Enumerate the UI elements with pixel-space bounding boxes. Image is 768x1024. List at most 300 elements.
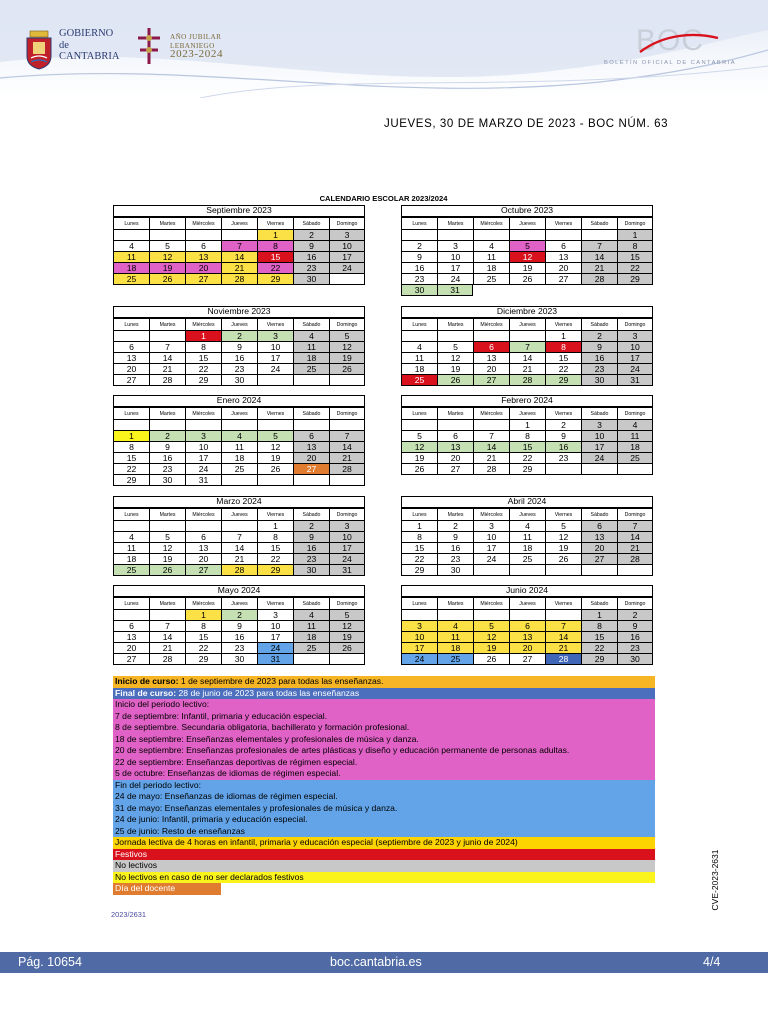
calendar-day: 2 [581, 330, 617, 341]
calendar-day: 31 [617, 374, 653, 386]
weekday-header: Domingo [617, 597, 653, 609]
calendar-day: 19 [257, 452, 293, 463]
calendar-day: 5 [329, 609, 365, 620]
weekday-header: Viernes [545, 508, 581, 520]
calendar-day: 18 [617, 441, 653, 452]
month-title: Junio 2024 [401, 585, 653, 597]
calendar-day: 14 [329, 441, 365, 452]
calendar-day: 23 [221, 363, 257, 374]
calendar-empty-cell [473, 330, 509, 341]
calendar-day: 6 [545, 240, 581, 251]
calendar-day: 1 [509, 419, 545, 430]
calendar-day: 9 [293, 240, 329, 251]
calendar-day: 16 [581, 352, 617, 363]
calendar-day: 8 [545, 341, 581, 352]
calendar-day: 28 [149, 374, 185, 386]
calendar-empty-cell [473, 419, 509, 430]
calendar-empty-cell [617, 564, 653, 576]
calendar-empty-cell [149, 520, 185, 531]
calendar-empty-cell [113, 330, 149, 341]
calendar-day: 3 [329, 520, 365, 531]
calendar-day: 6 [473, 341, 509, 352]
calendar-day: 28 [221, 273, 257, 285]
month-title: Septiembre 2023 [113, 205, 365, 217]
calendar-day: 1 [401, 520, 437, 531]
calendar-day: 23 [401, 273, 437, 284]
calendar-day: 12 [473, 631, 509, 642]
calendar-day: 29 [113, 474, 149, 486]
calendar-day: 11 [401, 352, 437, 363]
calendar-day: 24 [401, 653, 437, 665]
calendar-day: 28 [221, 564, 257, 576]
weekday-header: Miércoles [473, 318, 509, 330]
calendar-day: 1 [113, 430, 149, 441]
calendar-day: 7 [149, 620, 185, 631]
calendar-day: 14 [617, 531, 653, 542]
calendar-day: 26 [509, 273, 545, 285]
calendar-day: 16 [221, 352, 257, 363]
weekday-header: Miércoles [473, 597, 509, 609]
calendar-day: 31 [329, 564, 365, 576]
weekday-header: Viernes [545, 407, 581, 419]
calendar-empty-cell [149, 609, 185, 620]
jubilee-line-2: LEBANIEGO [170, 41, 215, 50]
weekday-header: Jueves [509, 318, 545, 330]
calendar-empty-cell [401, 609, 437, 620]
weekday-header: Viernes [257, 508, 293, 520]
calendar-day: 9 [149, 441, 185, 452]
calendar-empty-cell [437, 609, 473, 620]
calendar-day: 14 [581, 251, 617, 262]
calendar-day: 19 [329, 631, 365, 642]
calendar-day: 29 [509, 463, 545, 475]
calendar-legend [113, 676, 655, 895]
calendar-day: 19 [149, 262, 185, 273]
month-title: Noviembre 2023 [113, 306, 365, 318]
weekday-header: Jueves [221, 508, 257, 520]
calendar-day: 13 [113, 631, 149, 642]
weekday-header: Sábado [581, 407, 617, 419]
weekday-header: Viernes [257, 597, 293, 609]
calendar-day: 19 [545, 542, 581, 553]
calendar-day: 20 [437, 452, 473, 463]
calendar-empty-cell [437, 229, 473, 240]
calendar-day: 27 [509, 653, 545, 665]
calendar-empty-cell [545, 463, 581, 475]
legend-festivos: Festivos [113, 849, 655, 861]
weekday-header: Martes [437, 217, 473, 229]
calendar-empty-cell [509, 609, 545, 620]
calendar-empty-cell [545, 229, 581, 240]
weekday-header: Martes [149, 407, 185, 419]
calendar-day: 2 [617, 609, 653, 620]
calendar-day: 22 [257, 553, 293, 564]
calendar-day: 28 [581, 273, 617, 285]
calendar-day: 8 [581, 620, 617, 631]
weekday-header: Jueves [509, 597, 545, 609]
calendar-day: 15 [545, 352, 581, 363]
calendar-day: 4 [617, 419, 653, 430]
calendar-empty-cell [113, 609, 149, 620]
weekday-header: Jueves [221, 597, 257, 609]
calendar-day: 28 [329, 463, 365, 474]
calendar-day: 26 [329, 642, 365, 653]
jubilee-line-3: 2023-2024 [170, 48, 224, 61]
calendar-day: 11 [437, 631, 473, 642]
calendar-day: 18 [437, 642, 473, 653]
calendar-day: 29 [185, 653, 221, 665]
calendar-empty-cell [509, 229, 545, 240]
calendar-day: 13 [185, 542, 221, 553]
lebaniego-cross-icon [134, 26, 164, 66]
calendar-day: 26 [149, 564, 185, 576]
calendar-day: 23 [617, 642, 653, 653]
calendar-day: 27 [473, 374, 509, 386]
legend-fin-lectivo-item: 24 de mayo: Enseñanzas de idiomas de régimen especial. [113, 791, 655, 803]
calendar-day: 9 [437, 531, 473, 542]
calendar-day: 22 [617, 262, 653, 273]
calendar-empty-cell [149, 419, 185, 430]
calendar-day: 12 [509, 251, 545, 262]
footer-page-count: 4/4 [703, 955, 721, 969]
calendar-day: 19 [473, 642, 509, 653]
calendar-day: 25 [113, 564, 149, 576]
calendar-day: 21 [149, 363, 185, 374]
legend-no-lectivos-caso: No lectivos en caso de no ser declarados festivos [113, 872, 655, 884]
weekday-header: Sábado [293, 597, 329, 609]
calendar-day: 15 [617, 251, 653, 262]
calendar-day: 30 [293, 273, 329, 285]
calendar-day: 31 [185, 474, 221, 486]
calendar-day: 9 [221, 341, 257, 352]
calendar-empty-cell [221, 229, 257, 240]
calendar-empty-cell [185, 520, 221, 531]
calendar-day: 10 [401, 631, 437, 642]
weekday-header: Martes [149, 597, 185, 609]
calendar-day: 12 [329, 620, 365, 631]
calendar-day: 23 [221, 642, 257, 653]
calendar-day: 15 [401, 542, 437, 553]
calendar-day: 27 [113, 653, 149, 665]
calendar-empty-cell [221, 520, 257, 531]
calendar-day: 31 [257, 653, 293, 665]
calendar-empty-cell [257, 419, 293, 430]
weekday-header: Domingo [329, 597, 365, 609]
calendar-day: 24 [185, 463, 221, 474]
calendar-day: 6 [113, 620, 149, 631]
calendar-day: 13 [545, 251, 581, 262]
calendar-empty-cell [113, 419, 149, 430]
calendar-day: 24 [329, 553, 365, 564]
org-line-2: de [59, 39, 69, 51]
calendar-empty-cell [329, 653, 365, 665]
weekday-header: Domingo [329, 407, 365, 419]
calendar-day: 20 [185, 553, 221, 564]
calendar-day: 21 [221, 262, 257, 273]
calendar-empty-cell [473, 609, 509, 620]
weekday-header: Jueves [509, 508, 545, 520]
calendar-day: 22 [545, 363, 581, 374]
legend-inicio-lectivo-item: 7 de septiembre: Infantil, primaria y educación especial. [113, 711, 655, 723]
calendar-day: 20 [509, 642, 545, 653]
weekday-header: Sábado [581, 318, 617, 330]
calendar-empty-cell [329, 419, 365, 430]
calendar-day: 23 [149, 463, 185, 474]
legend-fin-lectivo-item: 24 de junio: Infantil, primaria y educación especial. [113, 814, 655, 826]
calendar-day: 25 [437, 653, 473, 665]
calendar-day: 19 [401, 452, 437, 463]
calendar-day: 3 [581, 419, 617, 430]
calendar-empty-cell [473, 229, 509, 240]
footer-site-link[interactable]: boc.cantabria.es [330, 955, 422, 969]
calendar-day: 11 [509, 531, 545, 542]
calendar-day: 8 [617, 240, 653, 251]
calendar-day: 1 [617, 229, 653, 240]
weekday-header: Domingo [617, 508, 653, 520]
calendar-day: 16 [293, 251, 329, 262]
calendar-day: 30 [581, 374, 617, 386]
calendar-day: 11 [113, 542, 149, 553]
calendar-day: 11 [293, 341, 329, 352]
calendar-day: 1 [545, 330, 581, 341]
calendar-day: 15 [257, 542, 293, 553]
calendar-day: 3 [257, 330, 293, 341]
calendar-day: 22 [257, 262, 293, 273]
calendar-day: 28 [473, 463, 509, 475]
calendar-day: 31 [437, 284, 473, 296]
calendar-day: 28 [545, 653, 581, 665]
calendar-day: 19 [329, 352, 365, 363]
calendar-day: 28 [149, 653, 185, 665]
calendar-day: 12 [437, 352, 473, 363]
month-title: Febrero 2024 [401, 395, 653, 407]
legend-jornada-4h: Jornada lectiva de 4 horas en infantil, primaria y educación especial (septiembre de 2023 y junio de 2024) [113, 837, 655, 849]
calendar-day: 5 [509, 240, 545, 251]
calendar-empty-cell [329, 273, 365, 285]
weekday-header: Miércoles [185, 217, 221, 229]
calendar-day: 8 [401, 531, 437, 542]
calendar-day: 2 [149, 430, 185, 441]
weekday-header: Martes [437, 318, 473, 330]
calendar-day: 5 [473, 620, 509, 631]
calendar-day: 25 [293, 363, 329, 374]
calendar-day: 30 [293, 564, 329, 576]
weekday-header: Domingo [617, 217, 653, 229]
calendar-day: 9 [293, 531, 329, 542]
dateline: JUEVES, 30 DE MARZO DE 2023 - BOC NÚM. 63 [384, 118, 669, 130]
calendar-day: 13 [293, 441, 329, 452]
calendar-day: 27 [437, 463, 473, 475]
calendar-day: 7 [221, 531, 257, 542]
calendar-day: 15 [185, 352, 221, 363]
weekday-header: Lunes [401, 217, 437, 229]
calendar-empty-cell [329, 474, 365, 486]
calendar-day: 18 [221, 452, 257, 463]
weekday-header: Sábado [293, 318, 329, 330]
legend-inicio-curso-text: 1 de septiembre de 2023 para todas las enseñanzas. [178, 676, 384, 686]
page-footer [0, 952, 768, 973]
calendar-day: 1 [257, 229, 293, 240]
calendar-day: 10 [617, 341, 653, 352]
calendar-day: 4 [113, 531, 149, 542]
calendar-day: 12 [401, 441, 437, 452]
calendar-day: 26 [329, 363, 365, 374]
calendar-day: 6 [113, 341, 149, 352]
legend-final-curso-text: 28 de junio de 2023 para todas las enseñanzas [176, 687, 360, 698]
calendar-empty-cell [293, 474, 329, 486]
calendar-empty-cell [401, 229, 437, 240]
calendar-day: 24 [617, 363, 653, 374]
calendar-day: 15 [185, 631, 221, 642]
calendar-day: 25 [617, 452, 653, 463]
calendar-day: 29 [581, 653, 617, 665]
calendar-day: 12 [545, 531, 581, 542]
calendar-day: 7 [545, 620, 581, 631]
calendar-day: 11 [617, 430, 653, 441]
calendar-day: 7 [329, 430, 365, 441]
calendar-day: 9 [545, 430, 581, 441]
calendar-day: 22 [581, 642, 617, 653]
weekday-header: Viernes [545, 597, 581, 609]
calendar-day: 7 [473, 430, 509, 441]
weekday-header: Domingo [617, 318, 653, 330]
calendar-empty-cell [185, 419, 221, 430]
calendar-day: 13 [509, 631, 545, 642]
calendar-day: 25 [221, 463, 257, 474]
calendar-empty-cell [581, 229, 617, 240]
calendar-empty-cell [221, 419, 257, 430]
legend-final-curso [113, 688, 655, 700]
weekday-header: Sábado [293, 407, 329, 419]
calendar-day: 23 [545, 452, 581, 463]
legend-inicio-lectivo-item: 18 de septiembre: Enseñanzas elementales y profesionales de música y danza. [113, 734, 655, 746]
calendar-day: 2 [221, 330, 257, 341]
calendar-day: 10 [257, 341, 293, 352]
calendar-day: 10 [437, 251, 473, 262]
month-title: Mayo 2024 [113, 585, 365, 597]
calendar-day: 17 [581, 441, 617, 452]
calendar-day: 20 [581, 542, 617, 553]
calendar-day: 27 [185, 564, 221, 576]
calendar-day: 13 [581, 531, 617, 542]
weekday-header: Sábado [581, 508, 617, 520]
calendar-day: 26 [473, 653, 509, 665]
calendar-day: 9 [401, 251, 437, 262]
calendar-day: 17 [257, 352, 293, 363]
calendar-day: 10 [329, 531, 365, 542]
calendar-day: 4 [509, 520, 545, 531]
weekday-header: Miércoles [473, 217, 509, 229]
calendar-day: 17 [617, 352, 653, 363]
calendar-day: 3 [401, 620, 437, 631]
calendar-day: 13 [437, 441, 473, 452]
calendar-empty-cell [581, 564, 617, 576]
calendar-day: 19 [509, 262, 545, 273]
calendar-empty-cell [401, 330, 437, 341]
calendar-day: 14 [473, 441, 509, 452]
calendar-day: 29 [545, 374, 581, 386]
weekday-header: Sábado [581, 217, 617, 229]
calendar-day: 18 [113, 553, 149, 564]
weekday-header: Miércoles [473, 508, 509, 520]
calendar-day: 17 [437, 262, 473, 273]
calendar-day: 21 [545, 642, 581, 653]
calendar-day: 3 [329, 229, 365, 240]
calendar-day: 14 [545, 631, 581, 642]
calendar-day: 2 [221, 609, 257, 620]
calendar-day: 8 [257, 240, 293, 251]
weekday-header: Domingo [329, 217, 365, 229]
calendar-day: 1 [257, 520, 293, 531]
weekday-header: Sábado [293, 217, 329, 229]
month-title: Enero 2024 [113, 395, 365, 407]
boc-logo [636, 26, 704, 56]
calendar-day: 2 [545, 419, 581, 430]
calendar-day: 4 [401, 341, 437, 352]
calendar-empty-cell [437, 330, 473, 341]
weekday-header: Domingo [329, 318, 365, 330]
calendar-day: 21 [329, 452, 365, 463]
footer-page-number: Pág. 10654 [18, 955, 82, 969]
legend-inicio-lectivo-heading: Inicio del periodo lectivo: [113, 699, 655, 711]
calendar-day: 14 [221, 542, 257, 553]
weekday-header: Miércoles [473, 407, 509, 419]
calendar-day: 24 [473, 553, 509, 564]
calendar-day: 9 [581, 341, 617, 352]
weekday-header: Sábado [293, 508, 329, 520]
legend-fin-lectivo-item: 31 de mayo: Enseñanzas elementales y profesionales de música y danza. [113, 803, 655, 815]
calendar-empty-cell [617, 463, 653, 475]
calendar-day: 24 [257, 642, 293, 653]
calendar-day: 23 [293, 553, 329, 564]
calendar-day: 17 [185, 452, 221, 463]
calendar-day: 7 [149, 341, 185, 352]
calendar-day: 6 [293, 430, 329, 441]
calendar-day: 26 [401, 463, 437, 475]
calendar-day: 5 [257, 430, 293, 441]
calendar-day: 20 [473, 363, 509, 374]
calendar-day: 20 [113, 642, 149, 653]
calendar-day: 20 [545, 262, 581, 273]
calendar-day: 3 [437, 240, 473, 251]
calendar-empty-cell [581, 463, 617, 475]
calendar-day: 21 [473, 452, 509, 463]
calendar-empty-cell [149, 330, 185, 341]
calendar-empty-cell [257, 474, 293, 486]
calendar-day: 20 [293, 452, 329, 463]
boc-subtitle: BOLETÍN OFICIAL DE CANTABRIA [604, 60, 736, 66]
calendar-day: 22 [113, 463, 149, 474]
weekday-header: Jueves [509, 407, 545, 419]
calendar-day: 1 [581, 609, 617, 620]
weekday-header: Martes [437, 407, 473, 419]
weekday-header: Lunes [113, 318, 149, 330]
calendar-day: 9 [221, 620, 257, 631]
calendar-day: 19 [437, 363, 473, 374]
weekday-header: Jueves [221, 407, 257, 419]
weekday-header: Martes [149, 217, 185, 229]
gobierno-cantabria-logo [24, 28, 119, 70]
calendar-day: 5 [149, 240, 185, 251]
calendar-day: 3 [473, 520, 509, 531]
calendar-empty-cell [509, 564, 545, 576]
calendar-day: 14 [221, 251, 257, 262]
ano-jubilar-logo [134, 26, 223, 66]
month-title: Marzo 2024 [113, 496, 365, 508]
calendar-day: 15 [113, 452, 149, 463]
calendar-day: 2 [293, 520, 329, 531]
legend-dia-docente: Día del docente [113, 883, 221, 895]
